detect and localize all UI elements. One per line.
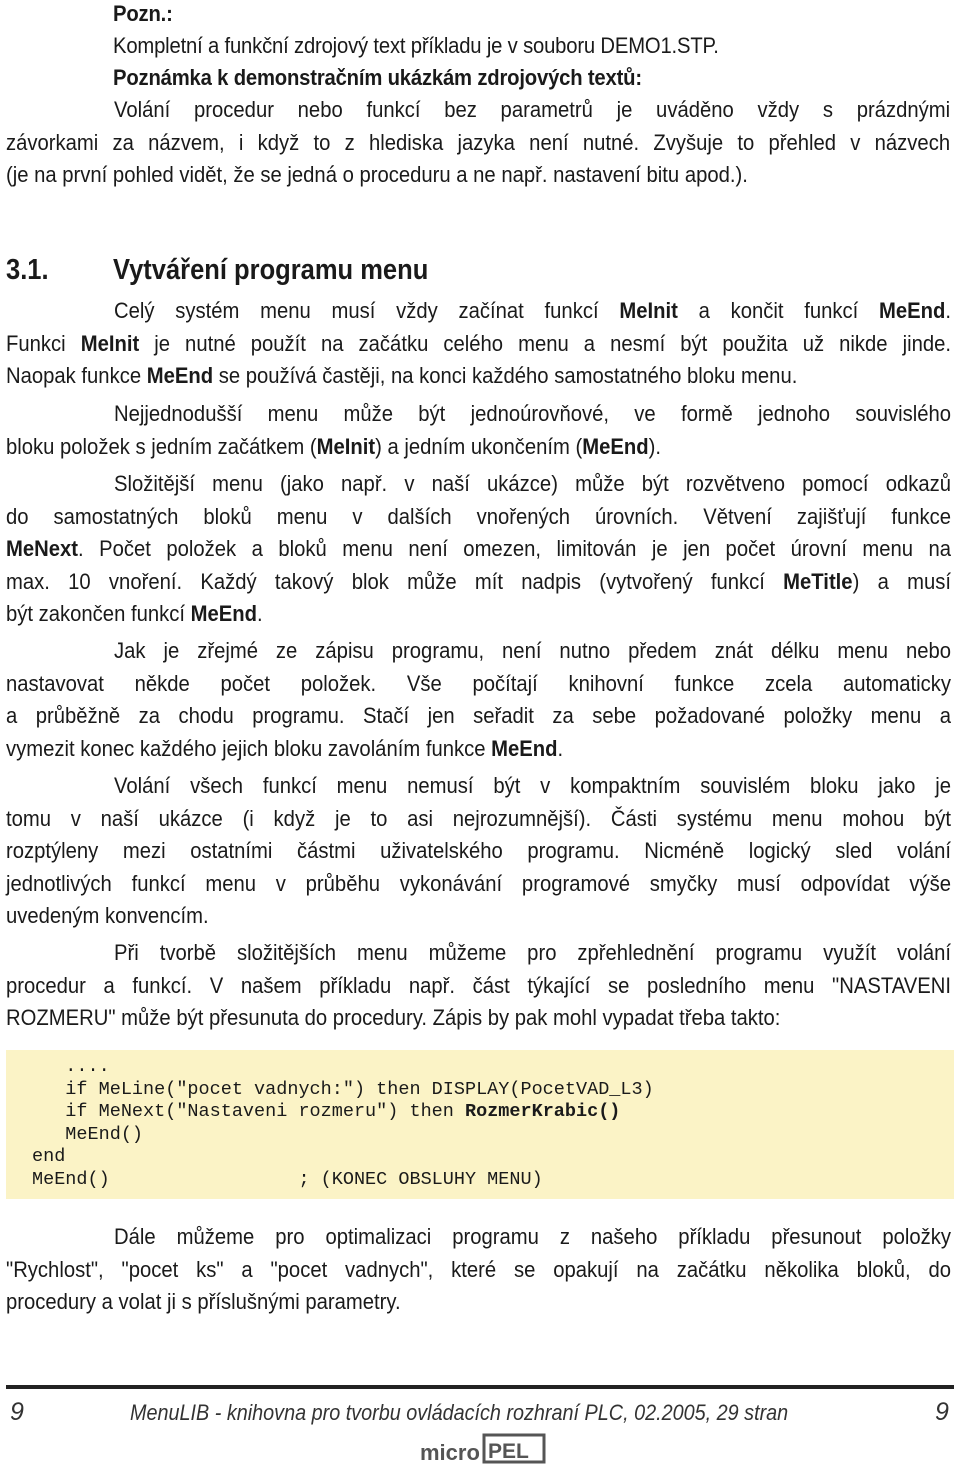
code-term: MeEnd [878, 298, 946, 323]
note-label: Pozn.: [113, 1, 173, 26]
section-title: Vytváření programu menu [113, 254, 429, 286]
footer-text: MenuLIB - knihovna pro tvorbu ovládacích rozhraní PLC, 02.2005, 29 stran [130, 1400, 789, 1425]
svg-text:micro: micro [420, 1440, 480, 1465]
code-term: MeEnd [582, 433, 649, 459]
code-term: MeTitle [783, 568, 853, 594]
paragraph: Nejjednodušší menu může být jednoúrovňové, ve formě jednoho souvislého bloku položek s jedním začátkem (MeInit) a jedním ukončením (MeEnd). [6, 401, 951, 459]
code-term: MeInit [316, 433, 376, 459]
code-block [6, 1050, 954, 1199]
note-text: Kompletní a funkční zdrojový text příkladu je v souboru DEMO1.STP. [113, 33, 719, 58]
demo-note-line: závorkami za názvem, i když to z hlediska jazyka není nutné. Zvyšuje to přehled v názvech [6, 129, 951, 155]
code-term: MeEnd [491, 735, 558, 761]
paragraph: Dále můžeme pro optimalizaci programu z našeho příkladu přesunout položky "Rychlost", "pocet ks" a "pocet vadnych", které se opakují na začátku několika bloků, do procedury a volat ji s příslušnými parametry. [6, 1224, 951, 1314]
demo-note-line: (je na první pohled vidět, že se jedná o proceduru a ne např. nastavení bitu apod.). [6, 162, 748, 187]
paragraph: Celý systém menu musí vždy začínat funkcí MeInit a končit funkcí MeEnd. Funkci MeInit je nutné použít na začátku celého menu a nesmí být použita už nikde jinde. Naopak funkce MeEnd se používá častěji, na konci každého samostatného bloku menu. [6, 298, 952, 388]
code-term: MeNext [6, 536, 79, 561]
page-number-left: 9 [10, 1398, 24, 1426]
code-term: MeEnd [190, 601, 258, 626]
code-term: MeEnd [146, 363, 214, 388]
demo-note-title: Poznámka k demonstračním ukázkám zdrojových textů: [113, 65, 642, 90]
code-listing: .... if MeLine("pocet vadnych:") then DISPLAY(PocetVAD_L3) if MeNext("Nastaveni rozmeru") then RozmerKrabic() MeEnd() end MeEnd() ; (KONEC OBSLUHY MENU) [32, 1056, 654, 1190]
svg-text:PEL: PEL [488, 1440, 529, 1463]
paragraph: Volání všech funkcí menu nemusí být v kompaktním souvislém bloku jako je tomu v naší ukázce (i když je to asi nejrozumnější). Části systému menu mohou být rozptýleny mezi ostatními částmi uživatelského programu. Nicméně logický sled volání jednotlivých funkcí menu v průběhu vykonávání programové smyčky musí odpovídat výše uvedeným konvencím. [6, 773, 951, 928]
page-number-right: 9 [935, 1398, 949, 1426]
footer-divider [6, 1385, 954, 1389]
code-term: MeInit [80, 330, 140, 356]
demo-note-line: Volání procedur nebo funkcí bez parametrů je uváděno vždy s prázdnými [114, 97, 951, 122]
micropel-logo [418, 1432, 548, 1466]
demo-note-paragraph [6, 94, 950, 192]
paragraph: Složitější menu (jako např. v naší ukázce) může být rozvětveno pomocí odkazů do samostatných bloků menu v dalších vnořených úrovních. Větvení zajišťují funkce MeNext. Počet položek a bloků menu není omezen, limitován je jen počet úrovní menu na max. 10 vnoření. Každý takový blok může mít nadpis (vytvořený funkcí MeTitle) a musí být zakončen funkcí MeEnd. [6, 471, 951, 626]
paragraph: Jak je zřejmé ze zápisu programu, není nutno předem znát délku menu nebo nastavovat někde počet položek. Vše počítají knihovní funkce zcela automaticky a průběžně za chodu programu. Stačí jen seřadit za sebe požadované položky menu a vymezit konec každého jejich bloku zavoláním funkce MeEnd. [6, 638, 951, 761]
code-term: MeInit [619, 298, 678, 323]
section-number: 3.1. [6, 254, 49, 286]
paragraph: Při tvorbě složitějších menu můžeme pro zpřehlednění programu využít volání procedur a funkcí. V našem příkladu např. část týkající se posledního menu "NASTAVENI ROZMERU" může být přesunuta do procedury. Zápis by pak mohl vypadat třeba takto: [6, 940, 951, 1030]
